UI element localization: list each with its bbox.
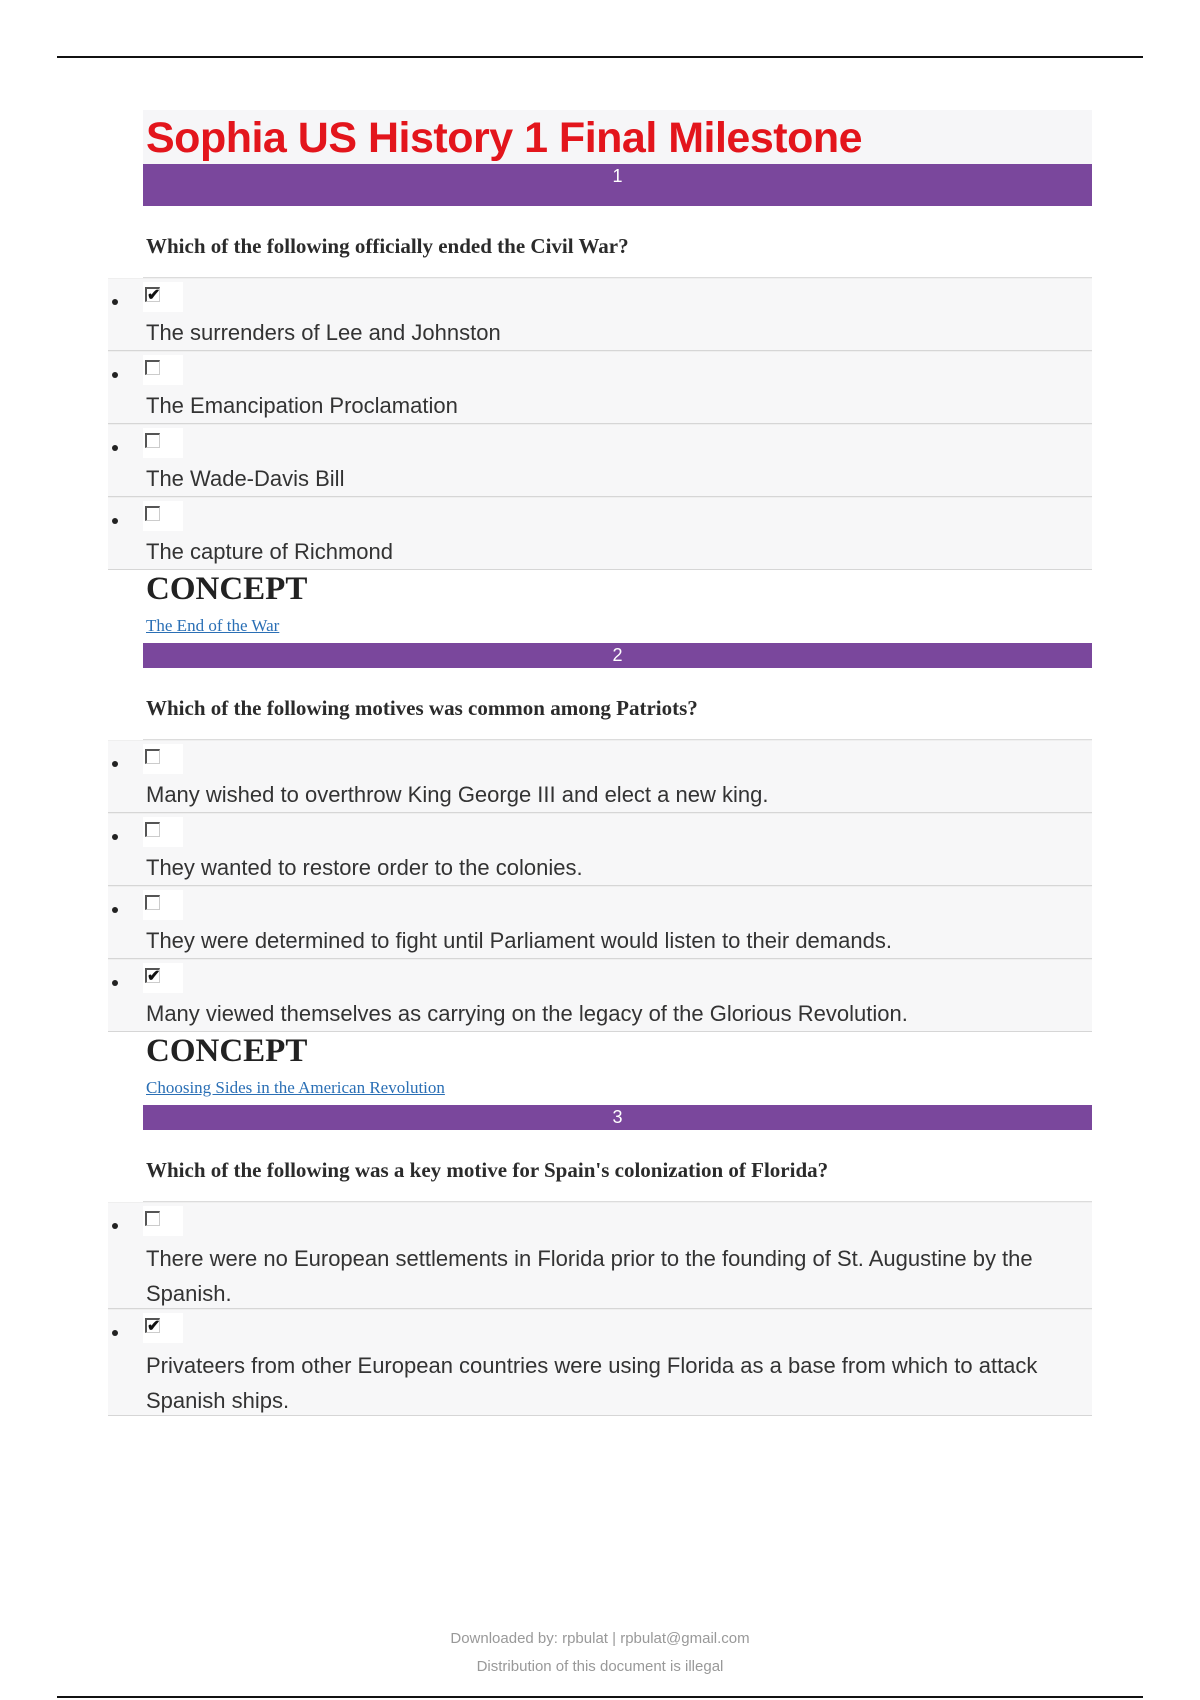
answer-label: Many wished to overthrow King George III and elect a new king. [146,782,769,807]
checkbox-unchecked[interactable] [145,822,160,837]
answer-label: Privateers from other European countries were using Florida as a base from which to attack Spanish ships. [146,1353,1038,1413]
bullet-icon [112,761,118,767]
bullet-icon [112,834,118,840]
answer-label: The surrenders of Lee and Johnston [146,320,501,345]
answer-option[interactable] [108,740,1092,813]
concept-heading: CONCEPT [146,1033,308,1069]
answer-label: There were no European settlements in Florida prior to the founding of St. Augustine by the Spanish. [146,1246,1033,1306]
concept-section [143,1032,1092,1105]
document-content [108,110,1092,1416]
checkbox-unchecked[interactable] [145,895,160,910]
checkbox-unchecked[interactable] [145,506,160,521]
concept-section [143,570,1092,643]
checkbox-unchecked[interactable] [145,360,160,375]
question-text: Which of the following was a key motive for Spain's colonization of Florida? [143,1130,1092,1202]
answer-option[interactable] [108,1202,1092,1309]
answer-label: The capture of Richmond [146,539,394,564]
answer-label: The Emancipation Proclamation [146,393,458,418]
concept-link[interactable]: The End of the War [146,616,280,635]
checkbox-checked[interactable]: ✔ [147,287,161,304]
answer-option[interactable] [108,886,1092,959]
title-banner [143,110,1092,164]
question-number-bar: 1 [143,164,1092,206]
checkbox-unchecked[interactable] [145,749,160,764]
question-number-bar: 3 [143,1105,1092,1130]
checkbox-unchecked[interactable] [145,433,160,448]
checkbox-checked[interactable]: ✔ [147,1318,161,1335]
bullet-icon [112,980,118,986]
answer-label: The Wade-Davis Bill [146,466,345,491]
checkbox-unchecked[interactable] [145,1211,160,1226]
page-title: Sophia US History 1 Final Milestone [146,114,863,162]
bullet-icon [112,299,118,305]
answer-option[interactable] [108,1309,1092,1416]
top-rule [57,56,1143,58]
answer-label: Many viewed themselves as carrying on the legacy of the Glorious Revolution. [146,1001,908,1026]
footer-notice: Distribution of this document is illegal [476,1658,724,1675]
concept-link[interactable]: Choosing Sides in the American Revolution [146,1078,445,1097]
question-text: Which of the following motives was common among Patriots? [143,668,1092,740]
concept-heading: CONCEPT [146,571,308,607]
answer-option[interactable] [108,424,1092,497]
answer-option[interactable] [108,278,1092,351]
bullet-icon [112,907,118,913]
checkbox-checked[interactable]: ✔ [147,968,161,985]
question-number-bar: 2 [143,643,1092,668]
bullet-icon [112,445,118,451]
answer-label: They wanted to restore order to the colonies. [146,855,583,880]
bullet-icon [112,1223,118,1229]
bullet-icon [112,1330,118,1336]
answer-option[interactable] [108,351,1092,424]
answer-option[interactable] [108,497,1092,570]
bullet-icon [112,518,118,524]
bullet-icon [112,372,118,378]
bottom-rule [57,1696,1143,1698]
footer-downloaded-by: Downloaded by: rpbulat | rpbulat@gmail.com [450,1630,750,1647]
answer-option[interactable] [108,813,1092,886]
answer-label: They were determined to fight until Parliament would listen to their demands. [146,928,892,953]
question-text: Which of the following officially ended the Civil War? [143,206,1092,278]
answer-option[interactable] [108,959,1092,1032]
